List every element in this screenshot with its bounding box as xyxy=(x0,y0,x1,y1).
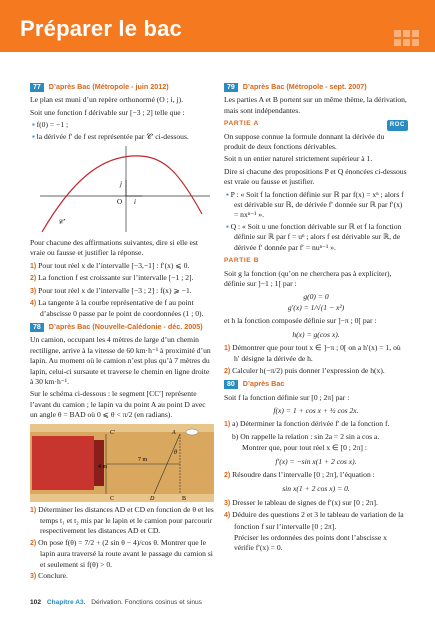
label-c: C xyxy=(110,495,115,502)
ex80-q1b-text: b) On rappelle la relation : sin 2a = 2 sin a cos a. xyxy=(232,431,380,441)
chapter-subtitle: Dérivation. Fonctions cosinus et sinus xyxy=(91,599,202,606)
right-column xyxy=(224,80,408,556)
roc-badge: ROC xyxy=(387,120,408,130)
proposition-q: ▪ Q : « Soit u une fonction dérivable sur ℝ et f la fonction définie sur ℝ par f = uⁿ ; alors f est dérivable sur ℝ, de dérivée f′ donnée par f′ = nuⁿ⁻¹ ». xyxy=(224,222,408,253)
ex77-q3: 3) Pour tout réel x de l’intervalle [−3 ; 2] : f(x) ⩾ −1. xyxy=(30,285,192,295)
ex77-bullet-2: ▪ la dérivée f′ de f est représentée par 𝒞′ ci-dessous. xyxy=(30,132,214,142)
ex80-q1a: 1) a) Déterminer la fonction dérivée f′ de la fonction f. xyxy=(224,419,390,429)
chapter-label: Chapitre A3. xyxy=(46,599,86,606)
ex79-q2-text: Calculer h(−π/2) puis donner l’expression de h(x). xyxy=(232,365,385,375)
ex77-q3-text: Pour tout réel x de l’intervalle [−3 ; 2] : f(x) ⩾ −1. xyxy=(38,285,192,295)
exercise-79-heading xyxy=(224,82,408,92)
exercise-77-heading xyxy=(30,82,214,92)
formula-equation: sin x(1 + 2 cos x) = 0. xyxy=(282,484,350,494)
ex78-p1: Un camion, occupant les 4 mètres de large d’un chemin rectiligne, arrive à la vitesse de 60 km·h⁻¹ à proximité d’un lapin. Au moment où le camion n’est plus qu’à 7 mètres du lapin, celui-ci sursaute et traverse le chemin en ligne droite à 30 km·h⁻¹. xyxy=(30,335,211,386)
label-origin: O xyxy=(117,198,123,207)
page-number: 102 xyxy=(30,599,42,606)
label-7m: 7 m xyxy=(138,456,148,463)
ex80-q2-text: Résoudre dans l’intervalle [0 ; 2π], l’équation : xyxy=(232,470,375,479)
part-a-heading xyxy=(224,119,408,129)
ex78-q3: 3) Conclure. xyxy=(30,570,68,580)
ex79-pA3: Dire si chacune des propositions P et Q énoncées ci-dessous est vraie ou fausse et justifier. xyxy=(224,166,407,187)
label-a: A xyxy=(172,429,176,436)
label-j: j xyxy=(120,180,122,189)
ex77-intro2: Soit une fonction f dérivable sur [−3 ; 2] telle que : xyxy=(30,107,185,117)
ex78-q3-text: Conclure. xyxy=(38,570,68,580)
label-c-prime: C′ xyxy=(110,429,116,436)
ex80-q3-text: Dresser le tableau de signes de f′(x) sur [0 ; 2π]. xyxy=(232,497,378,507)
page-header xyxy=(0,0,435,52)
system-line-2: g′(x) = 1/√(1 − x²) xyxy=(287,302,345,312)
ex78-q2: 2) On pose f(θ) = 7/2 + (2 sin θ − 4)/cos θ. Montrer que le lapin aura traversé la route avant le passage du camion si et seulement si f(θ) > 0. xyxy=(30,537,213,569)
truck-front xyxy=(94,440,104,486)
ex79-pA2: Soit n un entier naturel strictement supérieur à 1. xyxy=(224,154,373,164)
derivative-graph xyxy=(30,144,214,234)
label-theta: θ xyxy=(174,449,177,456)
ex80-q1b xyxy=(224,432,408,442)
ex79-pB1: Soit g la fonction (qu’on ne cherchera pas à expliciter), définie sur ]−1 ; 1[ par : xyxy=(224,268,392,288)
exercise-title: D’après Bac (Métropole - sept. 2007) xyxy=(242,82,367,91)
ex77-intro: Le plan est muni d’un repère orthonormé (O ; i, j). xyxy=(30,95,184,105)
exercise-78-heading xyxy=(30,322,214,332)
label-4m: 4 m xyxy=(98,463,108,470)
header-decoration xyxy=(394,30,419,46)
ex79-p1: Les parties A et B portent sur un même thème, la dérivation, mais sont indépendantes. xyxy=(224,95,407,115)
ex80-q4-text: Déduire des questions 2 et 3 le tableau de variation de la fonction f sur l’intervalle [0 ; 2π]. xyxy=(232,510,404,531)
ex77-q4-text: La tangente à la courbe représentative de f au point d’abscisse 0 passe par le point de coordonnées (1 ; 0). xyxy=(38,298,204,319)
ex77-q1-text: Pour tout réel x de l’intervalle [−3,−1] : f′(x) ⩽ 0. xyxy=(38,260,190,270)
ex79-q2: 2) Calculer h(−π/2) puis donner l’expression de h(x). xyxy=(224,365,385,375)
part-a-label: PARTIE A xyxy=(224,120,259,128)
ex80-p1: Soit f la fonction définie sur [0 ; 2π] par : xyxy=(224,392,350,402)
ex77-q4: 4) La tangente à la courbe représentative de f au point d’abscisse 0 passe par le point de coordonnées (1 ; 0). xyxy=(30,298,204,319)
ex77-q2: 2) La fonction f est croissante sur l’intervalle [−1 ; 2]. xyxy=(30,273,194,283)
truck-rabbit-scene xyxy=(30,424,214,502)
ex77-after: Pour chacune des affirmations suivantes, dire si elle est vraie ou fausse et justifier la réponse. xyxy=(30,238,198,258)
ex78-q1-text: Déterminer les distances AD et CD en fonction de θ et les temps t₁ et t₂ mis par le lapin et le camion pour parcourir respectivement les distances AD et CD. xyxy=(38,504,214,536)
truck xyxy=(32,436,94,490)
label-b: B xyxy=(182,495,187,502)
formula-f: f(x) = 1 + cos x + ½ cos 2x. xyxy=(273,405,359,415)
curve-c-prime xyxy=(42,156,202,232)
ex80-q4b: Préciser les ordonnées des points dont l’abscisse x vérifie f′(x) = 0. xyxy=(234,533,387,553)
ex79-q1: 1) Démontrer que pour tout x ∈ ]−π ; 0[ on a h′(x) = 1, où h′ désigne la dérivée de h. xyxy=(224,342,401,364)
part-b-heading: PARTIE B xyxy=(224,257,260,265)
exercise-title: D’après Bac (Nouvelle-Calédonie - déc. 2005) xyxy=(48,321,203,331)
formula-h: h(x) = g(cos x). xyxy=(292,329,340,339)
exercise-80-heading xyxy=(224,379,408,389)
exercise-number: 78 xyxy=(30,323,44,332)
system-g xyxy=(224,292,408,313)
ex80-q2: 2) Résoudre dans l’intervalle [0 ; 2π], l’équation : xyxy=(224,470,375,479)
ex80-q1a-text: a) Déterminer la fonction dérivée f′ de la fonction f. xyxy=(232,419,390,429)
ex80-q4: 4) Déduire des questions 2 et 3 le tableau de variation de la fonction f sur l’intervalle [0 ; 2π]. xyxy=(224,510,404,531)
formula-f-prime: f′(x) = −sin x(1 + 2 cos x). xyxy=(275,456,357,466)
exercise-number: 79 xyxy=(224,83,238,92)
ex78-p2: Sur le schéma ci-dessous : le segment [CC′] représente l’avant du camion ; le lapin va du point A au point D avec un angle θ = BAD où 0 ⩽ θ < π/2 (en radians). xyxy=(30,389,206,420)
left-column xyxy=(30,80,214,583)
label-i: i xyxy=(134,198,136,207)
exercise-title: D’après Bac xyxy=(242,379,285,389)
label-d: D xyxy=(150,495,155,502)
ex79-pA1: On suppose connue la formule donnant la dérivée du produit de deux fonctions dérivables. xyxy=(224,131,385,152)
ex77-q1: 1) Pour tout réel x de l’intervalle [−3,−1] : f′(x) ⩽ 0. xyxy=(30,260,190,270)
system-line-1: g(0) = 0 xyxy=(303,292,329,302)
ex77-bullet-1: ▪ f(0) = −1 ; xyxy=(30,120,214,130)
ex79-pB2: et h la fonction composée définie sur ]−π ; 0[ par : xyxy=(224,316,377,326)
ex78-q2-text: On pose f(θ) = 7/2 + (2 sin θ − 4)/cos θ. Montrer que le lapin aura traversé la route avant le passage du camion si et seulement si f(θ) > 0. xyxy=(38,537,213,569)
ex80-q1b2: Montrer que, pour tout réel x ∈ [0 ; 2π] : xyxy=(242,443,367,453)
exercise-title: D’après Bac (Métropole - juin 2012) xyxy=(48,82,169,91)
page-title: Préparer le bac xyxy=(20,16,182,41)
ex79-q1-text: Démontrer que pour tout x ∈ ]−π ; 0[ on a h′(x) = 1, où h′ désigne la dérivée de h. xyxy=(232,342,401,364)
exercise-number: 77 xyxy=(30,83,44,92)
label-curve: 𝒞′ xyxy=(58,218,65,227)
ex78-q1: 1) Déterminer les distances AD et CD en fonction de θ et les temps t₁ et t₂ mis par le lapin et le camion pour parcourir respectivement les distances AD et CD. xyxy=(30,504,214,536)
proposition-p: ▪ P : « Soit f la fonction définie sur ℝ par f(x) = xⁿ ; alors f est dérivable sur ℝ, de dérivée f′ donnée sur ℝ par f′(x) = nxⁿ⁻¹ ». xyxy=(224,190,408,221)
page-footer xyxy=(30,599,202,606)
ex80-q3: 3) Dresser le tableau de signes de f′(x) sur [0 ; 2π]. xyxy=(224,497,378,507)
exercise-number: 80 xyxy=(224,380,238,389)
rabbit xyxy=(186,429,198,435)
ex77-q2-text: La fonction f est croissante sur l’intervalle [−1 ; 2]. xyxy=(38,273,194,283)
